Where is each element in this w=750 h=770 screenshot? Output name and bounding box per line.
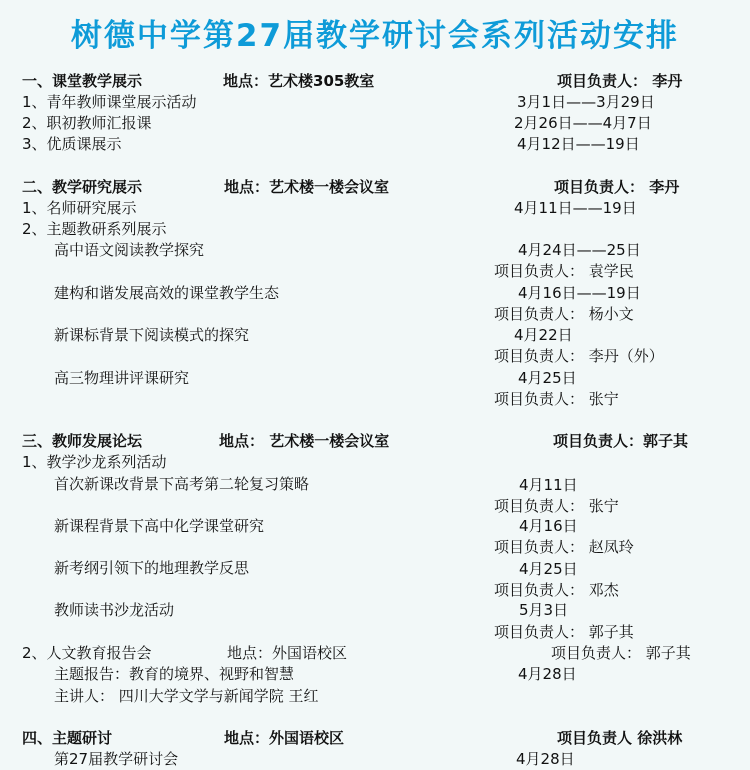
item-label: 1、教学沙龙系列活动 <box>22 453 167 471</box>
section-location: 地点：艺术楼一楼会议室 <box>224 178 390 196</box>
item-label: 2、人文教育报告会 <box>22 644 152 662</box>
item-date: 4月28日 <box>518 665 577 683</box>
item-label: 3、优质课展示 <box>22 135 122 153</box>
item-date: 4月28日 <box>516 750 575 768</box>
sub-item-date: 5月3日 <box>519 601 569 619</box>
section-owner: 项目负责人： 李丹 <box>554 178 680 196</box>
section-owner: 项目负责人： 李丹 <box>557 72 683 90</box>
sub-item-owner: 项目负责人： 邓杰 <box>494 581 619 599</box>
section-owner: 项目负责人 徐洪林 <box>557 729 683 747</box>
section-heading: 三、教师发展论坛 <box>22 432 143 450</box>
sub-item-date: 4月16日 <box>519 517 578 535</box>
item-label: 2、职初教师汇报课 <box>22 114 152 132</box>
sub-item-label: 新课标背景下阅读模式的探究 <box>54 326 250 344</box>
sub-item-label: 高中语文阅读教学探究 <box>54 241 205 259</box>
item-label: 2、主题教研系列展示 <box>22 220 167 238</box>
item-label: 第27届教学研讨会 <box>54 750 179 768</box>
sub-item-date: 4月11日 <box>519 476 578 494</box>
sub-item-owner: 项目负责人： 郭子其 <box>494 623 634 641</box>
section-heading: 二、教学研究展示 <box>22 178 143 196</box>
section-location: 地点： 艺术楼一楼会议室 <box>219 432 390 450</box>
section-heading: 四、主题研讨 <box>22 729 113 747</box>
item-label: 1、名师研究展示 <box>22 199 137 217</box>
report-speaker: 主讲人： 四川大学文学与新闻学院 王红 <box>54 687 319 705</box>
sub-item-label: 建构和谐发展高效的课堂教学生态 <box>54 284 280 302</box>
sub-item-label: 教师读书沙龙活动 <box>54 601 175 619</box>
sub-item-date: 4月22日 <box>514 326 573 344</box>
sub-item-owner: 项目负责人： 袁学民 <box>494 262 634 280</box>
item-date: 4月11日——19日 <box>514 199 637 217</box>
sub-item-owner: 项目负责人： 杨小文 <box>494 305 634 323</box>
section-location: 地点：艺术楼305教室 <box>223 72 375 90</box>
sub-item-date: 4月25日 <box>519 560 578 578</box>
section-location: 地点：外国语校区 <box>224 729 345 747</box>
section-owner: 项目负责人：郭子其 <box>553 432 689 450</box>
sub-item-date: 4月25日 <box>518 369 577 387</box>
section-heading: 一、课堂教学展示 <box>22 72 143 90</box>
item-date: 2月26日——4月7日 <box>514 114 652 132</box>
report-topic: 主题报告：教育的境界、视野和智慧 <box>54 665 295 683</box>
sub-item-owner: 项目负责人： 张宁 <box>494 390 619 408</box>
sub-item-owner: 项目负责人： 李丹（外） <box>494 347 664 365</box>
sub-item-owner: 项目负责人： 赵凤玲 <box>494 538 634 556</box>
item-location: 地点：外国语校区 <box>227 644 348 662</box>
sub-item-label: 高三物理讲评课研究 <box>54 369 190 387</box>
item-date: 3月1日——3月29日 <box>517 93 655 111</box>
item-owner: 项目负责人： 郭子其 <box>551 644 691 662</box>
sub-item-owner: 项目负责人： 张宁 <box>494 497 619 515</box>
item-label: 1、青年教师课堂展示活动 <box>22 93 197 111</box>
sub-item-date: 4月24日——25日 <box>518 241 641 259</box>
item-date: 4月12日——19日 <box>517 135 640 153</box>
sub-item-label: 新课程背景下高中化学课堂研究 <box>54 517 265 535</box>
sub-item-label: 首次新课改背景下高考第二轮复习策略 <box>54 475 310 493</box>
page-title: 树德中学第27届教学研讨会系列活动安排 <box>70 18 680 54</box>
sub-item-label: 新考纲引领下的地理教学反思 <box>54 559 250 577</box>
sub-item-date: 4月16日——19日 <box>518 284 641 302</box>
